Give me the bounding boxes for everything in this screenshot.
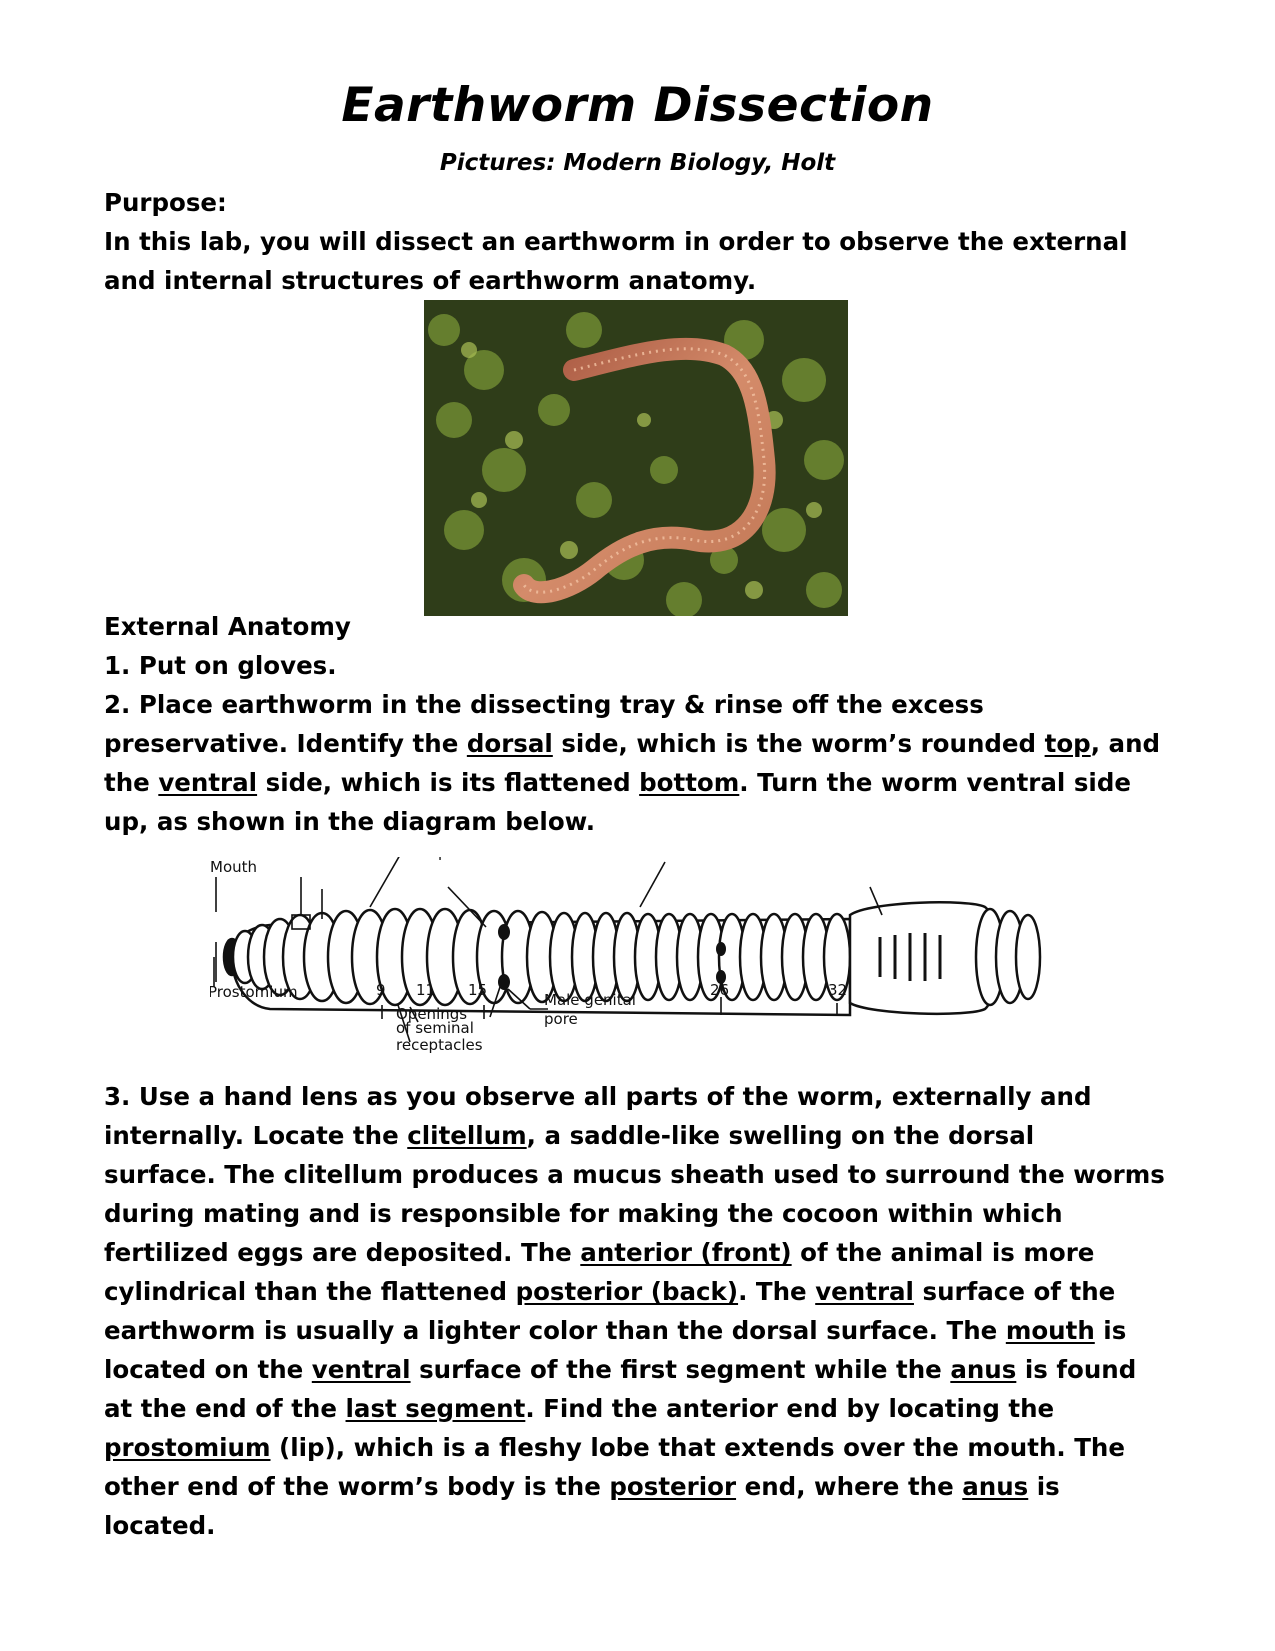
- term-anus-2: anus: [962, 1472, 1029, 1501]
- step-3-line-2: internally. Locate the clitellum, a saddle-like swelling on the dorsal: [104, 1121, 1035, 1150]
- step-2-line-3: the ventral side, which is its flattened bottom. Turn the worm ventral side: [104, 768, 1131, 797]
- label-prostomium: Prostomium: [210, 983, 298, 1001]
- label-openings-2: of seminal: [396, 1019, 474, 1037]
- step-3-section: [104, 1077, 1184, 1545]
- term-mouth: mouth: [1005, 1316, 1095, 1345]
- page-subtitle: Pictures: Modern Biology, Holt: [439, 150, 836, 176]
- step-3-line-5: fertilized eggs are deposited. The anterior (front) of the animal is more: [104, 1238, 1095, 1267]
- term-clitellum: clitellum: [407, 1121, 527, 1150]
- step-3-line-11: other end of the worm’s body is the posterior end, where the anus is: [104, 1472, 1060, 1501]
- term-dorsal: dorsal: [466, 729, 553, 758]
- label-number-11: 11: [416, 981, 436, 999]
- label-male-pore-1: Male genital: [544, 991, 636, 1009]
- label-number-9: 9: [376, 981, 386, 999]
- page-title: Earthworm Dissection: [341, 78, 934, 133]
- earthworm-photo: [424, 300, 848, 616]
- label-openings-1: Openings: [396, 1005, 468, 1023]
- purpose-line-2: and internal structures of earthworm anatomy.: [104, 266, 757, 295]
- step-3-line-12: located.: [104, 1511, 216, 1540]
- term-ventral: ventral: [158, 768, 258, 797]
- step-2-line-1: 2. Place earthworm in the dissecting tray & rinse off the excess: [104, 690, 984, 719]
- label-male-pore-2: pore: [544, 1010, 578, 1028]
- step-2-line-4: up, as shown in the diagram below.: [104, 807, 596, 836]
- term-prostomium: prostomium: [104, 1433, 271, 1462]
- label-number-32: 32: [828, 981, 848, 999]
- term-top: top: [1044, 729, 1091, 758]
- step-3-line-10: prostomium (lip), which is a fleshy lobe that extends over the mouth. The: [104, 1433, 1125, 1462]
- step-1: 1. Put on gloves.: [104, 651, 337, 680]
- label-number-15: 15: [468, 981, 488, 999]
- step-2-line-2: preservative. Identify the dorsal side, which is the worm’s rounded top, and: [104, 729, 1161, 758]
- earthworm-diagram: [210, 857, 1060, 1112]
- purpose-line-1: In this lab, you will dissect an earthworm in order to observe the external: [104, 227, 1128, 256]
- earthworm-photo-svg: [424, 300, 848, 616]
- term-posterior-back: posterior (back): [515, 1277, 739, 1306]
- purpose-heading: Purpose:: [104, 188, 227, 217]
- term-posterior: posterior: [609, 1472, 737, 1501]
- term-anterior: anterior (front): [580, 1238, 792, 1267]
- external-anatomy-section: [104, 607, 1184, 841]
- term-ventral-2: ventral: [815, 1277, 914, 1306]
- step-3-line-3: surface. The clitellum produces a mucus sheath used to surround the worms: [104, 1160, 1165, 1189]
- label-mouth: Mouth: [210, 858, 258, 876]
- label-setae: [308, 857, 351, 861]
- step-3-line-7: earthworm is usually a lighter color than the dorsal surface. The mouth is: [104, 1316, 1127, 1345]
- label-female-pore-2: [438, 857, 472, 861]
- step-3-line-4: during mating and is responsible for making the cocoon within which: [104, 1199, 1063, 1228]
- term-ventral-3: ventral: [311, 1355, 411, 1384]
- step-3-line-6: cylindrical than the flattened posterior (back). The ventral surface of the: [104, 1277, 1116, 1306]
- label-number-26: 26: [710, 981, 730, 999]
- step-3-line-9: at the end of the last segment. Find the anterior end by locating the: [104, 1394, 1055, 1423]
- external-heading: External Anatomy: [104, 612, 351, 641]
- label-openings-3: receptacles: [396, 1036, 483, 1054]
- purpose-section: [104, 183, 1184, 300]
- term-bottom: bottom: [639, 768, 740, 797]
- step-3-line-1: 3. Use a hand lens as you observe all parts of the worm, externally and: [104, 1082, 1092, 1111]
- step-3-line-8: located on the ventral surface of the first segment while the anus is found: [104, 1355, 1137, 1384]
- term-last-segment: last segment: [345, 1394, 526, 1423]
- term-anus: anus: [950, 1355, 1017, 1384]
- label-number-1: 1: [228, 958, 238, 976]
